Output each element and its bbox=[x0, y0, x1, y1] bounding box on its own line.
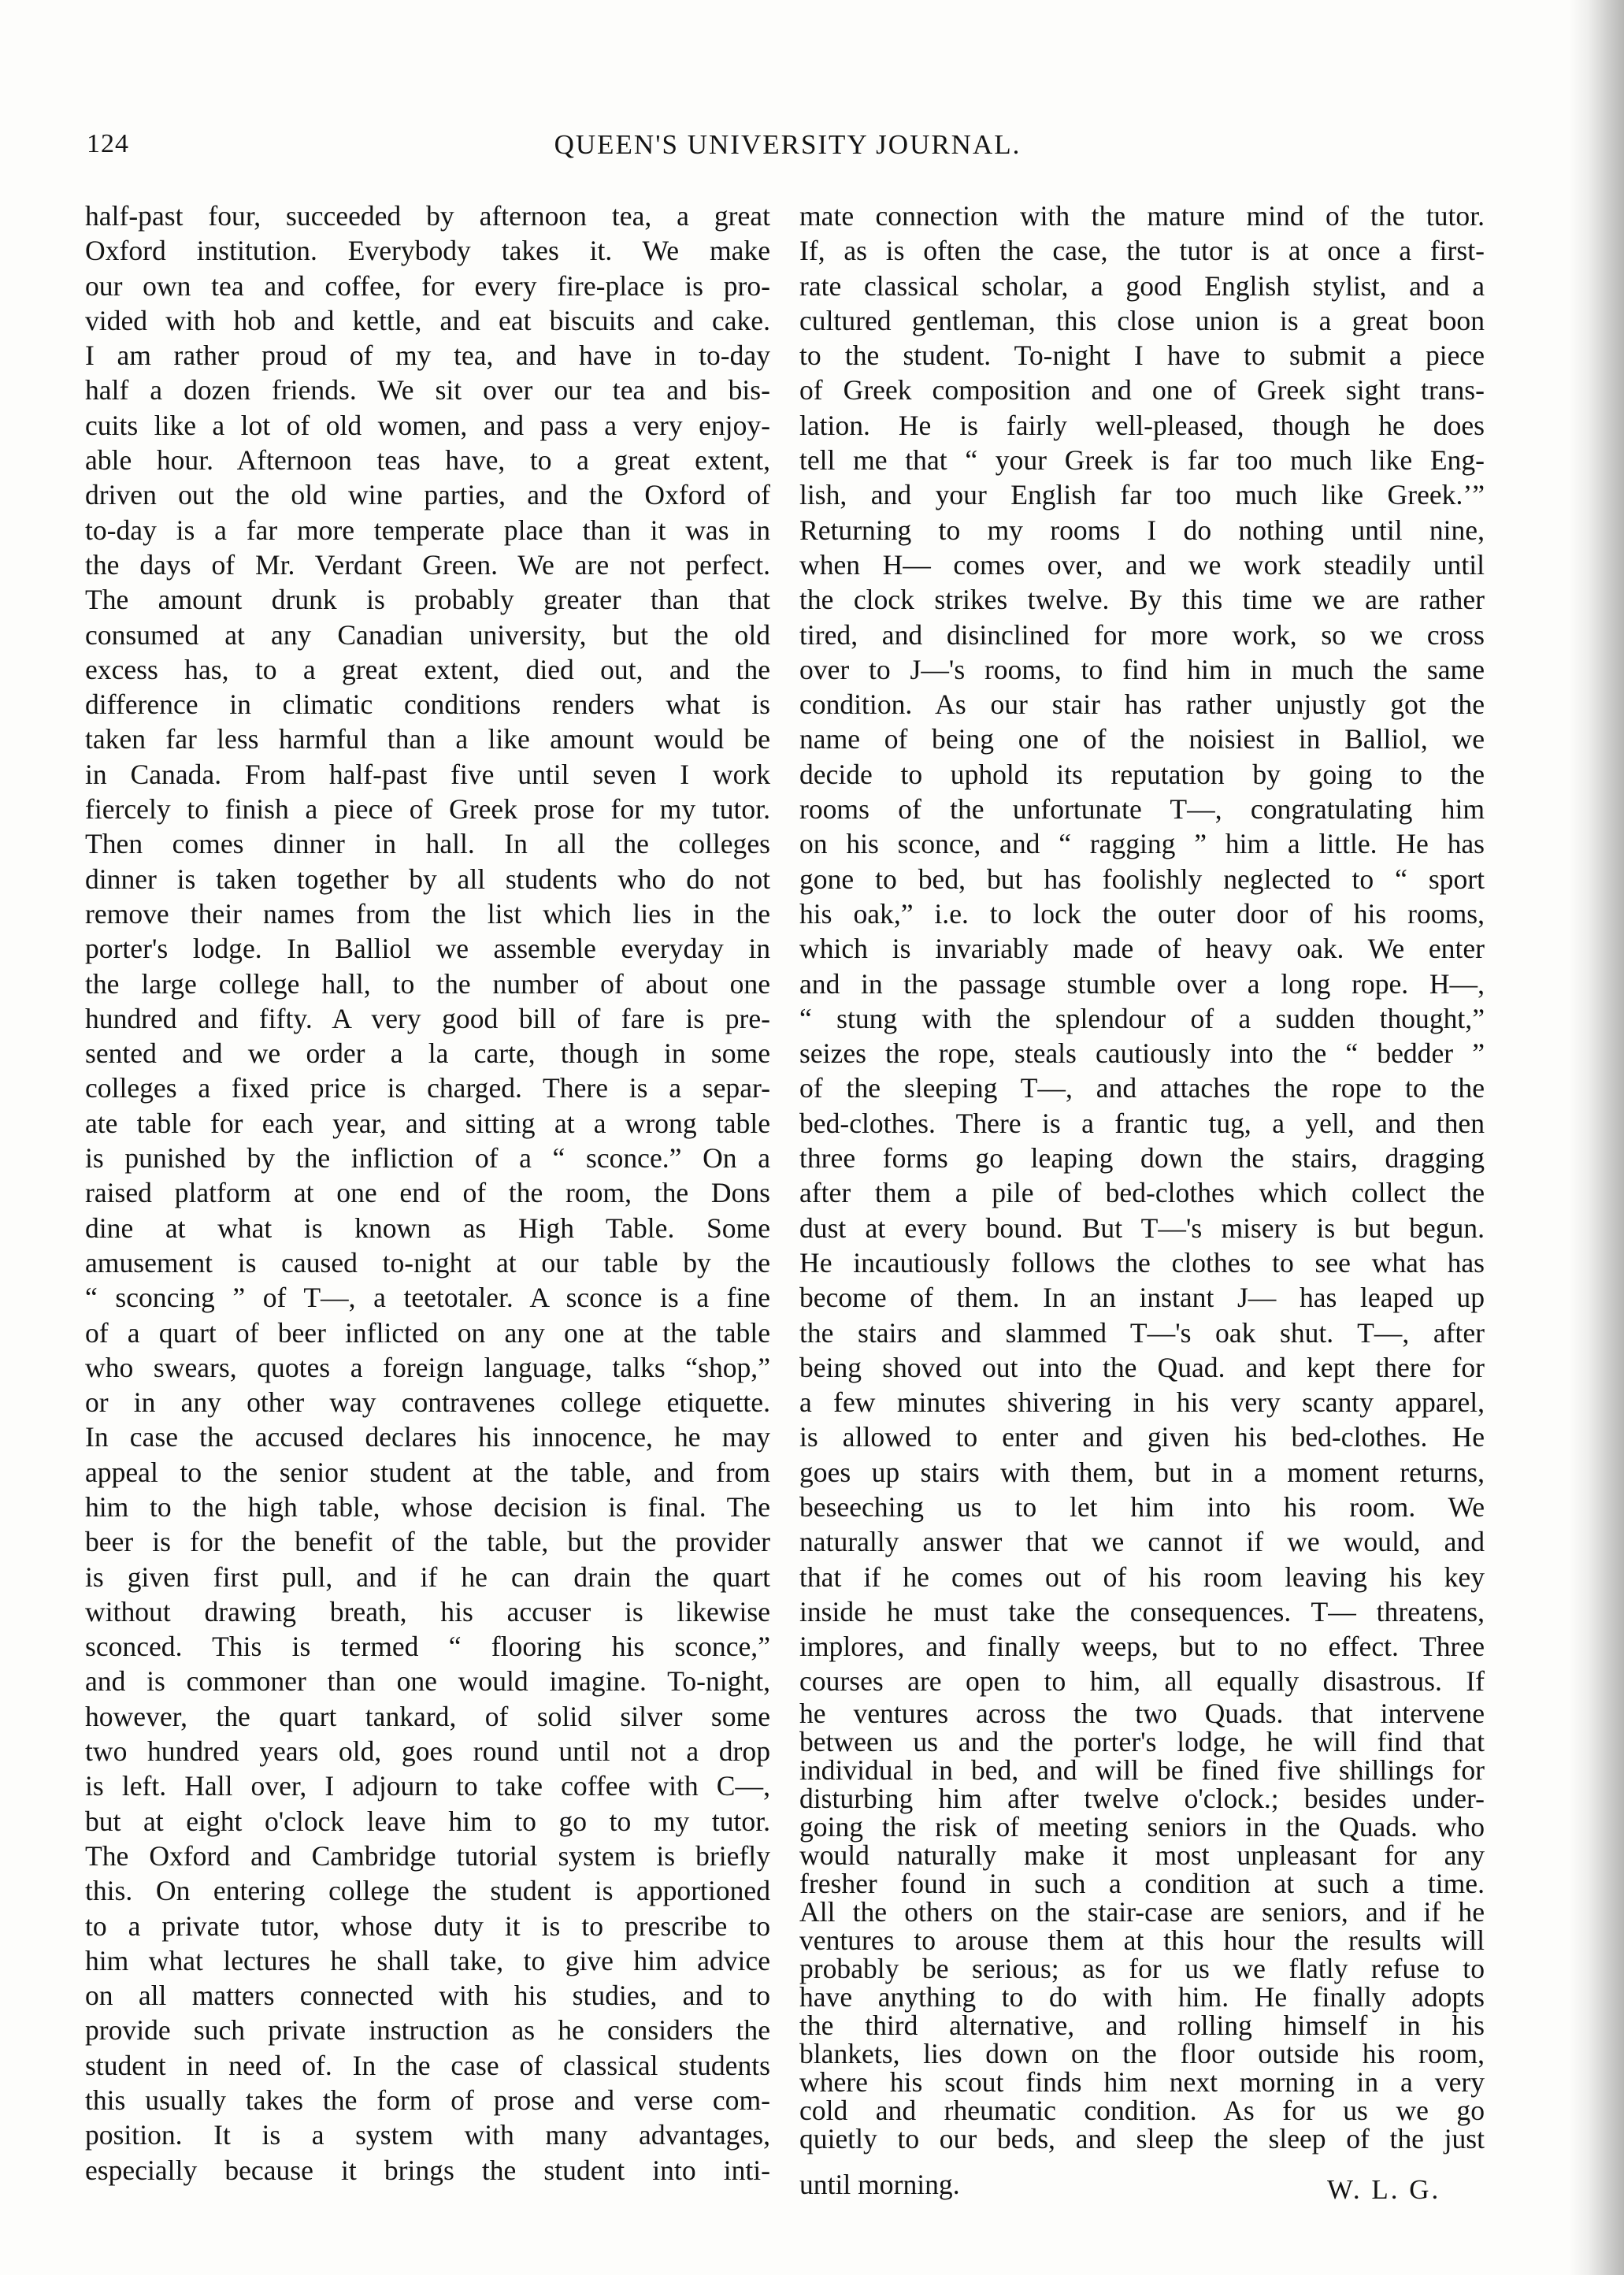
text-line: beseeching us to let him into his room. We bbox=[799, 1490, 1485, 1523]
text-line: he ventures across the two Quads. that intervene bbox=[799, 1697, 1485, 1729]
text-line: ate table for each year, and sitting at a wrong table bbox=[85, 1107, 770, 1139]
text-line: between us and the porter's lodge, he will find that bbox=[799, 1725, 1485, 1757]
text-line: the clock strikes twelve. By this time we are rather bbox=[799, 584, 1485, 616]
text-line: is punished by the infliction of a “ sconce.” On a bbox=[85, 1142, 770, 1175]
text-line: dine at what is known as High Table. Some bbox=[85, 1212, 770, 1244]
text-line: lation. He is fairly well-pleased, though he does bbox=[799, 409, 1485, 441]
text-line: amusement is caused to-night at our table by the bbox=[85, 1246, 770, 1279]
text-line: I am rather proud of my tea, and have in to-day bbox=[85, 340, 770, 372]
text-line: a few minutes shivering in his very scanty apparel, bbox=[799, 1386, 1485, 1419]
text-line: decide to uphold its reputation by going to the bbox=[799, 758, 1485, 790]
text-line: this. On entering college the student is apportioned bbox=[85, 1875, 770, 1907]
text-line: the third alternative, and rolling himself in his bbox=[799, 2009, 1485, 2041]
text-line: condition. As our stair has rather unjustly got the bbox=[799, 688, 1485, 721]
text-line: cultured gentleman, this close union is a great boon bbox=[799, 304, 1485, 336]
text-line: colleges a fixed price is charged. There is a separ- bbox=[85, 1072, 770, 1104]
text-line: position. It is a system with many advantages, bbox=[85, 2119, 770, 2151]
text-line: seizes the rope, steals cautiously into the “ bedder ” bbox=[799, 1037, 1485, 1070]
text-line: cold and rheumatic condition. As for us we go bbox=[799, 2094, 1485, 2126]
text-line: that if he comes out of his room leaving his key bbox=[799, 1561, 1485, 1593]
text-line: gone to bed, but has foolishly neglected to “ sport bbox=[799, 863, 1485, 895]
text-line: to a private tutor, whose duty it is to prescribe to bbox=[85, 1909, 770, 1942]
text-line: sented and we order a la carte, though in some bbox=[85, 1037, 770, 1070]
text-line: tell me that “ your Greek is far too much like Eng- bbox=[799, 444, 1485, 477]
running-head: QUEEN'S UNIVERSITY JOURNAL. bbox=[554, 129, 1021, 160]
text-line: this usually takes the form of prose and verse com- bbox=[85, 2084, 770, 2117]
text-line: dinner is taken together by all students who do not bbox=[85, 863, 770, 895]
text-line: over to J—'s rooms, to find him in much the same bbox=[799, 653, 1485, 685]
text-line: of the sleeping T—, and attaches the rope to the bbox=[799, 1072, 1485, 1104]
text-line: is given first pull, and if he can drain the quart bbox=[85, 1561, 770, 1593]
text-line: who swears, quotes a foreign language, talks “shop,” bbox=[85, 1351, 770, 1383]
text-line: or in any other way contravenes college etiquette. bbox=[85, 1386, 770, 1419]
text-line: inside he must take the consequences. T— threatens, bbox=[799, 1595, 1485, 1627]
right-column-dense-block bbox=[799, 1699, 1485, 2153]
text-line: fresher found in such a condition at such a time. bbox=[799, 1867, 1485, 1899]
text-line: difference in climatic conditions renders what is bbox=[85, 688, 770, 721]
text-line: disturbing him after twelve o'clock.; besides under- bbox=[799, 1782, 1485, 1814]
text-line: The Oxford and Cambridge tutorial system is briefly bbox=[85, 1839, 770, 1872]
text-line: become of them. In an instant J— has leaped up bbox=[799, 1282, 1485, 1314]
text-line: rooms of the unfortunate T—, congratulating him bbox=[799, 793, 1485, 826]
author-signature: W. L. G. bbox=[1327, 2174, 1441, 2205]
text-line: him what lectures he shall take, to give him advice bbox=[85, 1944, 770, 1976]
text-line: bed-clothes. There is a frantic tug, a yell, and then bbox=[799, 1107, 1485, 1139]
text-line: remove their names from the list which lies in the bbox=[85, 897, 770, 930]
text-line: but at eight o'clock leave him to go to my tutor. bbox=[85, 1805, 770, 1837]
page-number: 124 bbox=[87, 129, 129, 158]
text-line: goes up stairs with them, but in a moment returns, bbox=[799, 1456, 1485, 1488]
text-line: and is commoner than one would imagine. To-night, bbox=[85, 1665, 770, 1698]
text-line: lish, and your English far too much like Greek.’” bbox=[799, 479, 1485, 511]
text-line: the large college hall, to the number of about one bbox=[85, 967, 770, 1000]
text-line: have anything to do with him. He finally adopts bbox=[799, 1980, 1485, 2013]
text-line: student in need of. In the case of classical students bbox=[85, 2049, 770, 2081]
text-line: “ stung with the splendour of a sudden thought,” bbox=[799, 1002, 1485, 1034]
text-line: excess has, to a great extent, died out, and the bbox=[85, 653, 770, 685]
text-line: If, as is often the case, the tutor is at once a first- bbox=[799, 235, 1485, 267]
text-line: provide such private instruction as he considers the bbox=[85, 2014, 770, 2047]
text-line: to the student. To-night I have to submit a piece bbox=[799, 340, 1485, 372]
text-line: vided with hob and kettle, and eat biscuits and cake. bbox=[85, 304, 770, 336]
text-line: He incautiously follows the clothes to see what has bbox=[799, 1246, 1485, 1279]
right-column bbox=[799, 199, 1485, 2153]
text-line: The amount drunk is probably greater than that bbox=[85, 584, 770, 616]
text-line: when H— comes over, and we work steadily until bbox=[799, 548, 1485, 581]
text-line: Oxford institution. Everybody takes it. We make bbox=[85, 235, 770, 267]
text-line: courses are open to him, all equally disastrous. If bbox=[799, 1665, 1485, 1698]
text-line: the days of Mr. Verdant Green. We are not perfect. bbox=[85, 548, 770, 581]
text-line: his oak,” i.e. to lock the outer door of his rooms, bbox=[799, 897, 1485, 930]
text-line: to-day is a far more temperate place than it was in bbox=[85, 514, 770, 546]
text-line: would naturally make it most unpleasant for any bbox=[799, 1839, 1485, 1871]
text-line: in Canada. From half-past five until seven I work bbox=[85, 758, 770, 790]
text-line: fiercely to finish a piece of Greek prose for my tutor. bbox=[85, 793, 770, 826]
text-line: without drawing breath, his accuser is likewise bbox=[85, 1595, 770, 1627]
text-line: two hundred years old, goes round until not a drop bbox=[85, 1735, 770, 1768]
text-line: ventures to arouse them at this hour the results will bbox=[799, 1924, 1485, 1956]
text-line: of a quart of beer inflicted on any one at the table bbox=[85, 1316, 770, 1349]
closing-line: until morning. bbox=[799, 2169, 960, 2200]
text-line: after them a pile of bed-clothes which collect the bbox=[799, 1177, 1485, 1209]
text-line: name of being one of the noisiest in Balliol, we bbox=[799, 723, 1485, 755]
text-line: three forms go leaping down the stairs, dragging bbox=[799, 1142, 1485, 1175]
text-line: appeal to the senior student at the table, and from bbox=[85, 1456, 770, 1488]
text-line: mate connection with the mature mind of the tutor. bbox=[799, 200, 1485, 232]
text-line: our own tea and coffee, for every fire-place is pro- bbox=[85, 269, 770, 302]
left-column bbox=[85, 199, 770, 2188]
text-line: on all matters connected with his studies, and to bbox=[85, 1980, 770, 2012]
text-line: taken far less harmful than a like amount would be bbox=[85, 723, 770, 755]
text-line: driven out the old wine parties, and the Oxford of bbox=[85, 479, 770, 511]
text-line: of Greek composition and one of Greek sight trans- bbox=[799, 374, 1485, 406]
text-line: the stairs and slammed T—'s oak shut. T—, after bbox=[799, 1316, 1485, 1349]
page-edge-shadow bbox=[1569, 0, 1624, 2275]
text-line: on his sconce, and “ ragging ” him a little. He has bbox=[799, 828, 1485, 860]
text-line: able hour. Afternoon teas have, to a great extent, bbox=[85, 444, 770, 477]
text-line: consumed at any Canadian university, but the old bbox=[85, 618, 770, 651]
text-line: him to the high table, whose decision is final. The bbox=[85, 1490, 770, 1523]
text-line: is allowed to enter and given his bed-clothes. He bbox=[799, 1421, 1485, 1453]
text-line: Then comes dinner in hall. In all the colleges bbox=[85, 828, 770, 860]
text-line: hundred and fifty. A very good bill of fare is pre- bbox=[85, 1002, 770, 1034]
text-line: probably be serious; as for us we flatly refuse to bbox=[799, 1952, 1485, 1984]
text-line: half a dozen friends. We sit over our tea and bis- bbox=[85, 374, 770, 406]
text-line: naturally answer that we cannot if we would, and bbox=[799, 1526, 1485, 1558]
text-line: and in the passage stumble over a long rope. H—, bbox=[799, 967, 1485, 1000]
text-line: implores, and finally weeps, but to no effect. Three bbox=[799, 1631, 1485, 1663]
text-line: however, the quart tankard, of solid silver some bbox=[85, 1700, 770, 1732]
text-line: quietly to our beds, and sleep the sleep of the just bbox=[799, 2122, 1485, 2154]
text-line: which is invariably made of heavy oak. We enter bbox=[799, 933, 1485, 965]
text-line: especially because it brings the student into inti- bbox=[85, 2154, 770, 2186]
text-line: porter's lodge. In Balliol we assemble everyday in bbox=[85, 933, 770, 965]
text-line: being shoved out into the Quad. and kept there for bbox=[799, 1351, 1485, 1383]
text-line: going the risk of meeting seniors in the Quads. who bbox=[799, 1810, 1485, 1843]
text-line: rate classical scholar, a good English stylist, and a bbox=[799, 269, 1485, 302]
text-line: Returning to my rooms I do nothing until nine, bbox=[799, 514, 1485, 546]
text-line: dust at every bound. But T—'s misery is but begun. bbox=[799, 1212, 1485, 1244]
text-line: half-past four, succeeded by afternoon tea, a great bbox=[85, 200, 770, 232]
text-line: tired, and disinclined for more work, so we cross bbox=[799, 618, 1485, 651]
text-line: where his scout finds him next morning in a very bbox=[799, 2065, 1485, 2098]
text-line: beer is for the benefit of the table, but the provider bbox=[85, 1526, 770, 1558]
text-line: is left. Hall over, I adjourn to take coffee with C—, bbox=[85, 1770, 770, 1802]
text-line: sconced. This is termed “ flooring his sconce,” bbox=[85, 1631, 770, 1663]
text-line: raised platform at one end of the room, the Dons bbox=[85, 1177, 770, 1209]
text-line: In case the accused declares his innocence, he may bbox=[85, 1421, 770, 1453]
page-header bbox=[79, 129, 1496, 169]
text-line: blankets, lies down on the floor outside his room, bbox=[799, 2037, 1485, 2069]
text-line: “ sconcing ” of T—, a teetotaler. A sconce is a fine bbox=[85, 1282, 770, 1314]
text-line: All the others on the stair-case are seniors, and if he bbox=[799, 1895, 1485, 1928]
text-line: individual in bed, and will be fined five shillings for bbox=[799, 1754, 1485, 1786]
text-line: cuits like a lot of old women, and pass a very enjoy- bbox=[85, 409, 770, 441]
